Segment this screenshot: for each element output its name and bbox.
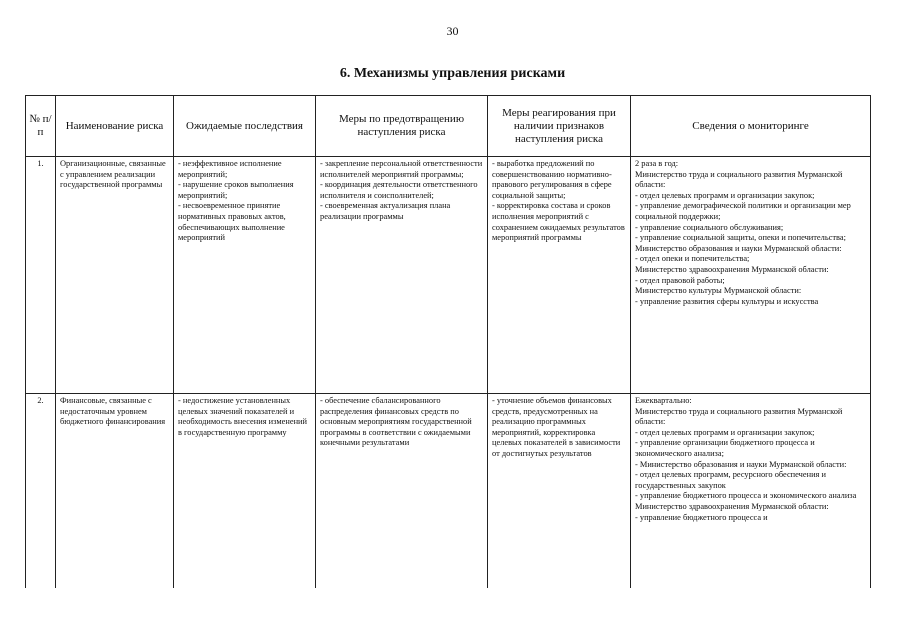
prevention-cell [316,394,488,589]
consequence-item: - несвоевременное принятие нормативных правовых актов, обеспечивающих выполнение мероприятий [178,201,286,243]
page-number: 30 [446,24,459,38]
response-item: - корректировка состава и сроков исполнения мероприятий с сохранением ожидаемых результатов мероприятий программы [492,201,625,243]
consequences-cell [174,394,316,589]
header-risk-name: Наименование риска [56,96,174,157]
monitoring-cell [631,394,871,589]
monitoring-item: - управление организации бюджетного процесса и экономического анализа; [635,438,815,458]
prevention-cell [316,157,488,394]
response-item: - выработка предложений по совершенствованию нормативно-правового регулирования в сфере социальной защиты; [492,159,612,200]
monitoring-item: Министерство культуры Мурманской области: [635,286,802,296]
risk-name: Финансовые, связанные с недостаточным уровнем бюджетного финансирования [56,394,174,589]
response-item: - уточнение объемов финансовых средств, предусмотренных на реализацию программных мероприятий, корректировка целевых показателей в зависимости от достигнутых результатов [492,396,621,458]
consequence-item: - неэффективное исполнение мероприятий; [178,159,282,179]
monitoring-item: 2 раза в год: [635,159,679,168]
monitoring-item: - отдел целевых программ и организации закупок; [635,190,815,200]
monitoring-item: - отдел правовой работы; [635,275,725,285]
monitoring-item: - отдел целевых программ, ресурсного обеспечения и государственных закупок [635,470,826,490]
row-number: 1. [26,157,56,394]
monitoring-item: Министерство здравоохранения Мурманской области: [635,501,829,511]
consequences-cell [174,157,316,394]
monitoring-item: - отдел опеки и попечительства; [635,254,750,264]
monitoring-item: - управление бюджетного процесса и [635,512,768,522]
prevention-item: - обеспечение сбалансированного распределения финансовых средств по основным мероприятиям государственной программы в соответствии с ожидаемыми конечными результатами [320,396,472,448]
header-num: № п/п [26,96,56,157]
header-monitoring: Сведения о мониторинге [631,96,871,157]
header-prevention: Меры по предотвращению наступления риска [316,96,488,157]
monitoring-item: Министерство труда и социального развития Мурманской области: [635,169,843,190]
row-number: 2. [26,394,56,589]
monitoring-item: Министерство труда и социального развития Мурманской области: [635,406,843,427]
prevention-item: - своевременная актуализация плана реализации программы [320,201,451,221]
monitoring-item: Ежеквартально: [635,396,692,405]
response-cell [488,394,631,589]
table-row [26,157,871,394]
risk-table [25,95,871,588]
monitoring-item: - управление социального обслуживания; [635,222,784,232]
header-response: Меры реагирования при наличии признаков наступления риска [488,96,631,157]
prevention-item: - закрепление персональной ответственности исполнителей мероприятий программы; [320,159,483,179]
monitoring-item: - управление бюджетного процесса и экономического анализа [635,491,857,501]
response-cell [488,157,631,394]
consequence-item: - недостижение установленных целевых значений показателей и необходимость внесения изменений в государственную программу [178,396,308,437]
prevention-item: - координация деятельности ответственного исполнителя и соисполнителей; [320,180,478,200]
table-header-row [26,96,871,157]
consequence-item: - нарушение сроков выполнения мероприятий; [178,180,294,200]
monitoring-cell [631,157,871,394]
header-consequences: Ожидаемые последствия [174,96,316,157]
monitoring-item: - отдел целевых программ и организации закупок; [635,427,815,437]
page-title: 6. Механизмы управления рисками [339,66,566,81]
monitoring-item: - Министерство образования и науки Мурманской области: [635,459,847,469]
monitoring-item: Министерство образования и науки Мурманской области: [635,243,842,253]
monitoring-item: - управление социальной защиты, опеки и попечительства; [635,233,846,243]
monitoring-item: Министерство здравоохранения Мурманской области: [635,264,829,274]
table-row [26,394,871,589]
monitoring-item: - управление развития сферы культуры и искусства [635,296,819,306]
risk-name: Организационные, связанные с управлением реализации государственной программы [56,157,174,394]
monitoring-item: - управление демографической политики и организации мер социальной поддержки; [635,201,851,221]
